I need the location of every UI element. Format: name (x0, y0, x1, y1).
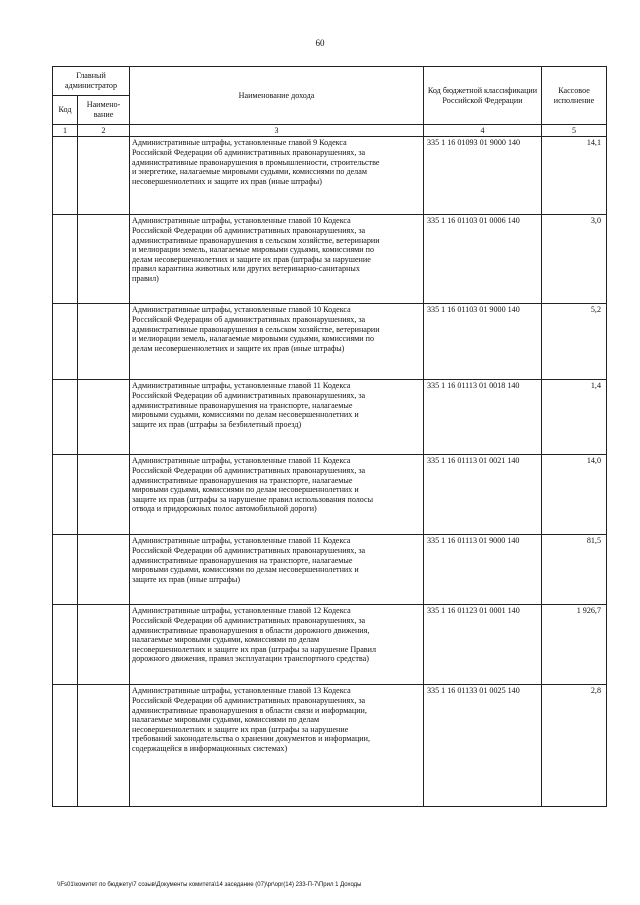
admin-code-cell (53, 685, 78, 807)
admin-name-cell (78, 304, 130, 380)
amount-cell: 14,0 (542, 455, 607, 535)
amount-cell: 2,8 (542, 685, 607, 807)
admin-code-cell (53, 380, 78, 455)
income-table (52, 66, 607, 807)
admin-name-cell (78, 605, 130, 685)
budget-code-cell: 335 1 16 01113 01 0021 140 (424, 455, 542, 535)
amount-cell: 1,4 (542, 380, 607, 455)
amount-cell: 14,1 (542, 137, 607, 215)
admin-code-cell (53, 215, 78, 304)
admin-name-cell (78, 137, 130, 215)
income-name-cell: Административные штрафы, установленные главой 11 Кодекса Российской Федерации об административных правонарушениях, за административные правонарушения на транспорте, налагаемые мировыми судьями, комиссиями по делам несовершеннолетних и защите их прав (штрафы за безбилетный проезд) (130, 380, 424, 455)
budget-code-cell: 335 1 16 01113 01 9000 140 (424, 535, 542, 605)
budget-code-cell: 335 1 16 01113 01 0018 140 (424, 380, 542, 455)
budget-code-header: Код бюджетной классификации Российской Федерации (424, 67, 542, 125)
income-name-cell: Административные штрафы, установленные главой 11 Кодекса Российской Федерации об административных правонарушениях, за административные правонарушения на транспорте, налагаемые мировыми судьями, комиссиями по делам несовершеннолетних и защите их прав (иные штрафы) (130, 535, 424, 605)
col-number: 4 (424, 125, 542, 137)
code-header: Код (53, 96, 78, 125)
amount-cell: 5,2 (542, 304, 607, 380)
main-admin-header: Главный администратор (53, 67, 130, 96)
admin-code-cell (53, 535, 78, 605)
table-row (53, 137, 607, 215)
table-row (53, 215, 607, 304)
col-number: 2 (78, 125, 130, 137)
admin-name-cell (78, 535, 130, 605)
amount-cell: 81,5 (542, 535, 607, 605)
table-row (53, 380, 607, 455)
cash-execution-header: Кассовое исполнение (542, 67, 607, 125)
amount-cell: 1 926,7 (542, 605, 607, 685)
budget-code-cell: 335 1 16 01123 01 0001 140 (424, 605, 542, 685)
name-short-header: Наимено-вание (78, 96, 130, 125)
admin-code-cell (53, 304, 78, 380)
admin-name-cell (78, 685, 130, 807)
income-name-cell: Административные штрафы, установленные главой 11 Кодекса Российской Федерации об административных правонарушениях, за административные правонарушения на транспорте, налагаемые мировыми судьями, комиссиями по делам несовершеннолетних и защите их прав (штрафы за нарушение правил использования полосы отвода и придорожных полос автомобильной дороги) (130, 455, 424, 535)
amount-cell: 3,0 (542, 215, 607, 304)
admin-name-cell (78, 455, 130, 535)
file-path-footer: \\Fs01\комитет по бюджету\7 созыв\Документы комитета\14 заседание (07)\pr\opr(14) 233-П-7\Прил 1 Доходы (57, 882, 362, 888)
table-row (53, 455, 607, 535)
page-number: 60 (315, 38, 325, 48)
budget-code-cell: 335 1 16 01103 01 9000 140 (424, 304, 542, 380)
col-number: 3 (130, 125, 424, 137)
income-name-cell: Административные штрафы, установленные главой 12 Кодекса Российской Федерации об административных правонарушениях, за административные правонарушения в области дорожного движения, налагаемые мировыми судьями, комиссиями по делам несовершеннолетних и защите их прав (штрафы за нарушение Правил дорожного движения, правил эксплуатации транспортного средства) (130, 605, 424, 685)
col-number: 5 (542, 125, 607, 137)
income-name-cell: Административные штрафы, установленные главой 13 Кодекса Российской Федерации об административных правонарушениях, за административные правонарушения в области связи и информации, налагаемые мировыми судьями, комиссиями по делам несовершеннолетних и защите их прав (штрафы за нарушение требований законодательства о хранении документов и информации, содержащейся в информационных системах) (130, 685, 424, 807)
budget-code-cell: 335 1 16 01103 01 0006 140 (424, 215, 542, 304)
budget-code-cell: 335 1 16 01093 01 9000 140 (424, 137, 542, 215)
table-row (53, 304, 607, 380)
admin-name-cell (78, 215, 130, 304)
income-name-header: Наименование дохода (130, 67, 424, 125)
income-name-cell: Административные штрафы, установленные главой 10 Кодекса Российской Федерации об административных правонарушениях, за административные правонарушения в сельском хозяйстве, ветеринарии и мелиорации земель, налагаемые мировыми судьями, комиссиями по делам несовершеннолетних и защите их прав (иные штрафы) (130, 304, 424, 380)
income-name-cell: Административные штрафы, установленные главой 10 Кодекса Российской Федерации об административных правонарушениях, за административные правонарушения в сельском хозяйстве, ветеринарии и мелиорации земель, налагаемые мировыми судьями, комиссиями по делам несовершеннолетних и защите их прав (штрафы за нарушение правил карантина животных или других ветеринарно-санитарных правил) (130, 215, 424, 304)
budget-code-cell: 335 1 16 01133 01 0025 140 (424, 685, 542, 807)
col-number: 1 (53, 125, 78, 137)
admin-code-cell (53, 455, 78, 535)
admin-name-cell (78, 380, 130, 455)
table-row (53, 685, 607, 807)
income-name-cell: Административные штрафы, установленные главой 9 Кодекса Российской Федерации об административных правонарушениях, за административные правонарушения в промышленности, строительстве и энергетике, налагаемые мировыми судьями, комиссиями по делам несовершеннолетних и защите их прав (иные штрафы) (130, 137, 424, 215)
admin-code-cell (53, 137, 78, 215)
table-row (53, 605, 607, 685)
admin-code-cell (53, 605, 78, 685)
table-row (53, 535, 607, 605)
